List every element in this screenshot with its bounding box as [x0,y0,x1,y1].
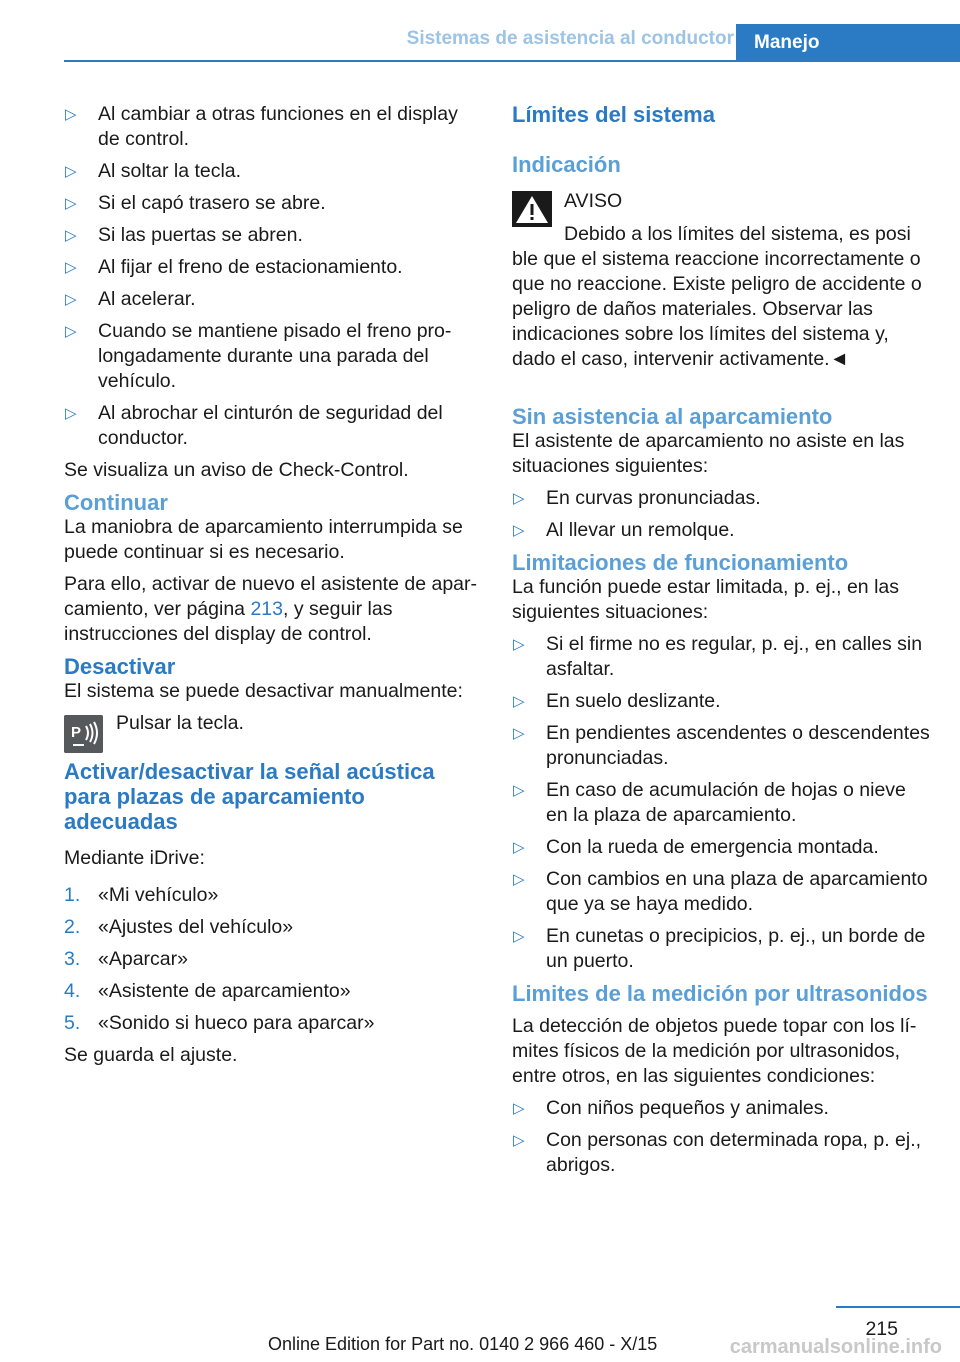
list-item: ▷ Si el firme no es regular, p. ej., en calles sin asfaltar. [513,633,923,680]
step-number: 5. [64,1012,81,1034]
medicion-list [512,1096,932,1178]
triangle-bullet-icon: ▷ [65,323,77,340]
park-button-row [64,711,482,759]
list-item: ▷ En curvas pronunciadas. [513,487,761,509]
triangle-bullet-icon: ▷ [513,871,525,888]
triangle-bullet-icon: ▷ [513,693,525,710]
continuar-paragraph: La maniobra de aparcamiento interrumpida se puede continuar si es necesario. [64,516,463,563]
list-item: ▷ Cuando se mantiene pisado el freno prolongadamente durante una parada del vehículo. [65,320,452,392]
list-item: ▷ Al abrochar el cinturón de seguridad del conductor. [65,402,443,449]
page-link-213[interactable]: 213 [250,598,283,620]
header-rule [64,60,736,62]
triangle-bullet-icon: ▷ [513,490,525,507]
limites-sistema-heading: Límites del sistema [512,102,715,127]
list-item: ▷ Al llevar un remolque. [513,519,735,541]
idrive-intro: Mediante iDrive: [64,847,205,869]
triangle-bullet-icon: ▷ [513,725,525,742]
warning-triangle-icon [512,191,552,227]
list-item: ▷ Al fijar el freno de estacionamiento. [65,256,403,278]
left-column [64,102,482,1075]
sin-asistencia-paragraph: El asistente de aparcamiento no asiste en las situaciones siguientes: [512,430,905,477]
list-item: 2. «Ajustes del vehículo» [64,916,294,938]
right-column [512,102,932,1185]
list-item: ▷ Al acelerar. [65,288,196,310]
continuar-instructions: Para ello, activar de nuevo el asistente de aparcamiento, ver página 213, y seguir las instrucciones del display de control. [64,573,478,645]
edition-line: Online Edition for Part no. 0140 2 966 460 - X/15 [268,1334,658,1354]
senal-acustica-heading: Activar/desactivar la señal acústica para plazas de aparcamiento adecuadas [64,759,435,834]
triangle-bullet-icon: ▷ [513,1132,525,1149]
button-instruction: Pulsar la tecla. [116,712,244,734]
list-item: ▷ En suelo deslizante. [513,690,721,712]
medicion-heading: Limites de la medición por ultrasonidos [512,981,928,1006]
triangle-bullet-icon: ▷ [513,1100,525,1117]
footer-rule [836,1306,960,1308]
limitaciones-list [512,632,932,974]
park-assist-button-icon [64,715,103,753]
triangle-bullet-icon: ▷ [65,291,77,308]
idrive-steps-list [64,883,482,1036]
running-header-section: Sistemas de asistencia al conductor [406,28,734,49]
triangle-bullet-icon: ▷ [513,928,525,945]
triangle-bullet-icon: ▷ [65,405,77,422]
step-number: 3. [64,948,81,970]
deactivation-conditions-list [64,102,482,451]
list-item: 3. «Aparcar» [64,948,188,970]
indicacion-heading: Indicación [512,152,621,177]
triangle-bullet-icon: ▷ [65,259,77,276]
triangle-bullet-icon: ▷ [513,522,525,539]
list-item: ▷ En pendientes ascendentes o descendentes pronunciadas. [513,722,930,769]
warning-text: Debido a los límites del sistema, es posi ble que el sistema reaccione incorrectamente o que no reaccione. Existe peligro de accidente o peligro de daños materiales. Observar las indicaciones sobre los límites del sistema y, dado el caso, intervenir activamente.◄ [512,223,922,370]
step-number: 4. [64,980,81,1002]
list-item: ▷ Si el capó trasero se abre. [65,192,326,214]
running-header-chapter: Manejo [736,24,960,62]
list-item: ▷ Al soltar la tecla. [65,160,242,182]
check-control-text: Se visualiza un aviso de Check-Control. [64,459,409,481]
list-item: 4. «Asistente de aparcamiento» [64,980,351,1002]
triangle-bullet-icon: ▷ [513,782,525,799]
sin-asistencia-heading: Sin asistencia al aparcamiento [512,404,833,429]
list-item: 5. «Sonido si hueco para aparcar» [64,1012,375,1034]
step-number: 2. [64,916,81,938]
list-item: ▷ En cunetas o precipicios, p. ej., un borde de un puerto. [513,925,926,972]
triangle-bullet-icon: ▷ [513,636,525,653]
list-item: ▷ Con niños pequeños y animales. [513,1097,829,1119]
step-number: 1. [64,884,81,906]
list-item: ▷ En caso de acumulación de hojas o nieve en la plaza de aparcamiento. [513,779,906,826]
continuar-heading: Continuar [64,490,168,515]
triangle-bullet-icon: ▷ [65,163,77,180]
triangle-bullet-icon: ▷ [513,839,525,856]
list-item: ▷ Al cambiar a otras funciones en el display de control. [65,103,458,150]
triangle-bullet-icon: ▷ [65,195,77,212]
desactivar-heading: Desactivar [64,654,176,679]
page-number: 215 [865,1318,898,1340]
limitaciones-paragraph: La función puede estar limitada, p. ej., en las siguientes situaciones: [512,576,899,623]
warning-box [512,189,932,372]
saved-text: Se guarda el ajuste. [64,1044,238,1066]
list-item: ▷ Si las puertas se abren. [65,224,303,246]
watermark: carmanualsonline.info [729,1336,942,1358]
limitaciones-heading: Limitaciones de funcionamiento [512,550,849,575]
svg-text:P: P [71,724,82,741]
sin-asistencia-list [512,486,932,543]
triangle-bullet-icon: ▷ [65,106,77,123]
warning-title: AVISO [564,190,623,212]
list-item: ▷ Con personas con determinada ropa, p. ej., abrigos. [513,1129,922,1176]
list-item: 1. «Mi vehículo» [64,884,219,906]
list-item: ▷ Con la rueda de emergencia montada. [513,836,879,858]
medicion-paragraph: La detección de objetos puede topar con los límites físicos de la medición por ultrasonidos, entre otros, en las siguientes condiciones: [512,1015,917,1087]
list-item: ▷ Con cambios en una plaza de aparcamiento que ya se haya medido. [513,868,928,915]
desactivar-paragraph: El sistema se puede desactivar manualmente: [64,680,463,702]
triangle-bullet-icon: ▷ [65,227,77,244]
